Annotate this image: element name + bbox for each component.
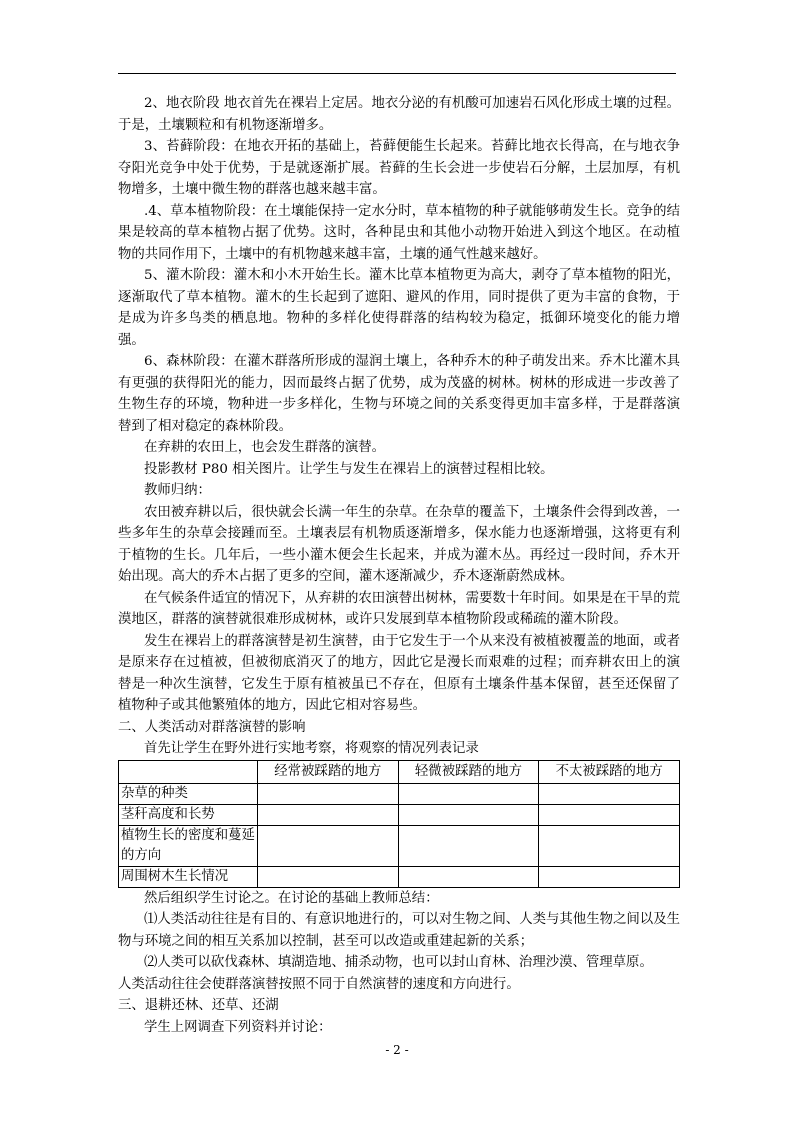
table-header-rare: 不太被踩踏的地方 — [539, 760, 680, 783]
after-table-text: 然后组织学生讨论之。在讨论的基础上教师总结： — [144, 890, 439, 906]
paragraph-primary-secondary: 发生在裸岩上的群落演替是初生演替，由于它发生于一个从来没有被植被覆盖的地面，或者是原来存在过植被，但被彻底消灭了的地方，因此它是漫长而艰难的过程；而弃耕农田上的演替是一种次生演替，它发生于原有植被虽已不存在，但原有土壤条件基本保留，甚至还保留了植物种子或其他繁殖体的地方，因此它相对容易些。 — [118, 633, 680, 713]
table-cell — [539, 804, 680, 825]
table-intro: 首先让学生在野外进行实地考察，将观察的情况列表记录 — [144, 741, 479, 756]
paragraph-abandoned-farmland: 在弃耕的农田上，也会发生群落的演替。 — [144, 440, 386, 455]
point-one: ⑴人类活动往往是有目的、有意识地进行的，可以对生物之间、人类与其他生物之间以及生物与环境之间的相互关系加以控制，甚至可以改造或重建起新的关系； — [118, 912, 680, 949]
paragraph-moss-stage: 3、苔藓阶段：在地衣开拓的基础上，苔藓便能生长起来。苔藓比地衣长得高，在与地衣争夺阳光竞争中处于优势，于是就逐渐扩展。苔藓的生长会进一步使岩石分解，土层加厚，有机物增多，土壤中微生物的群落也越来越丰富。 — [118, 139, 680, 197]
paragraph-climate-conditions: 在气候条件适宜的情况下，从弃耕的农田演替出树林，需要数十年时间。如果是在干旱的荒漠地区，群落的演替就很难形成树林，或许只发展到草本植物阶段或稀疏的灌木阶段。 — [118, 590, 680, 627]
paragraph-forest-stage: 6、森林阶段：在灌木群落所形成的湿润土壤上，各种乔木的种子萌发出来。乔木比灌木具有更强的获得阳光的能力，因而最终占据了优势，成为茂盛的树林。树林的形成进一步改善了生物生存的环境，物种进一步多样化，生物与环境之间的关系变得更加丰富多样，于是群落演替到了相对稳定的森林阶段。 — [118, 354, 680, 434]
table-header-corner — [119, 760, 258, 783]
paragraph-herb-stage: .4、草本植物阶段：在土壤能保持一定水分时，草本植物的种子就能够萌发生长。竞争的结果是较高的草本植物占据了优势。这时，各种昆虫和其他小动物开始进入到这个地区。在动植物的共同作用下，土壤中的有机物越来越丰富，土壤的通气性越来越好。 — [118, 203, 680, 262]
row-header-plant-density: 植物生长的密度和蔓延的方向 — [119, 825, 258, 866]
point-two: ⑵人类可以砍伐森林、填湖造地、捕杀动物，也可以封山育林、治理沙漠、管理草原。 — [144, 955, 653, 970]
paragraph-farmland-succession: 农田被弃耕以后，很快就会长满一年生的杂草。在杂草的覆盖下，土壤条件会得到改善，一些多年生的杂草会接踵而至。土壤表层有机物质逐渐增多，保水能力也逐渐增强，这将更有利于植物的生长。几年后，一些小灌木便会生长起来，并成为灌木丛。再经过一段时间，乔木开始出现。高大的乔木占据了更多的空间，灌木逐渐减少，乔木逐渐蔚然成林。 — [118, 504, 680, 584]
row-header-weed-species: 杂草的种类 — [119, 783, 258, 804]
observation-table — [118, 760, 680, 888]
section-three-intro: 学生上网调查下列资料并讨论： — [144, 1019, 332, 1035]
table-cell — [539, 783, 680, 804]
header-rule — [118, 73, 676, 74]
paragraph-shrub-stage: 5、灌木阶段：灌木和小木开始生长。灌木比草本植物更为高大，剥夺了草本植物的阳光，逐渐取代了草本植物。灌木的生长起到了遮阳、避风的作用，同时提供了更为丰富的食物，于是成为许多鸟类的栖息地。物种的多样化使得群落的结构较为稳定，抵御环境变化的能力增强。 — [118, 268, 680, 348]
table-cell — [398, 866, 539, 887]
conclusion-text: 人类活动往往会使群落演替按照不同于自然演替的速度和方向进行。 — [118, 976, 520, 992]
table-row — [119, 804, 680, 825]
table-cell — [398, 804, 539, 825]
table-cell — [539, 825, 680, 866]
paragraph-lichen-stage: 2、地衣阶段 地衣首先在裸岩上定居。地衣分泌的有机酸可加速岩石风化形成土壤的过程。于是，土壤颗粒和有机物逐渐增多。 — [118, 96, 680, 133]
table-header-frequent: 经常被踩踏的地方 — [258, 760, 399, 783]
table-header-row — [119, 760, 680, 783]
table-row — [119, 825, 680, 866]
paragraph-teacher-summary-label: 教师归纳： — [144, 483, 211, 498]
row-header-tree-growth: 周围树木生长情况 — [119, 866, 258, 887]
page-number: - 2 - — [385, 1043, 409, 1057]
table-row — [119, 866, 680, 887]
table-row — [119, 783, 680, 804]
paragraph-projection: 投影教材 P80 相关图片。让学生与发生在裸岩上的演替过程相比较。 — [144, 461, 554, 477]
document-body — [118, 93, 680, 1038]
table-cell — [258, 783, 399, 804]
table-cell — [539, 866, 680, 887]
table-cell — [398, 783, 539, 804]
table-cell — [258, 825, 399, 866]
section-two-heading: 二、人类活动对群落演替的影响 — [118, 719, 306, 735]
table-cell — [398, 825, 539, 866]
table-header-light: 轻微被踩踏的地方 — [398, 760, 539, 783]
table-cell — [258, 804, 399, 825]
row-header-stem-height: 茎秆高度和长势 — [119, 804, 258, 825]
table-cell — [258, 866, 399, 887]
section-three-heading: 三、退耕还林、还草、还湖 — [118, 998, 279, 1013]
